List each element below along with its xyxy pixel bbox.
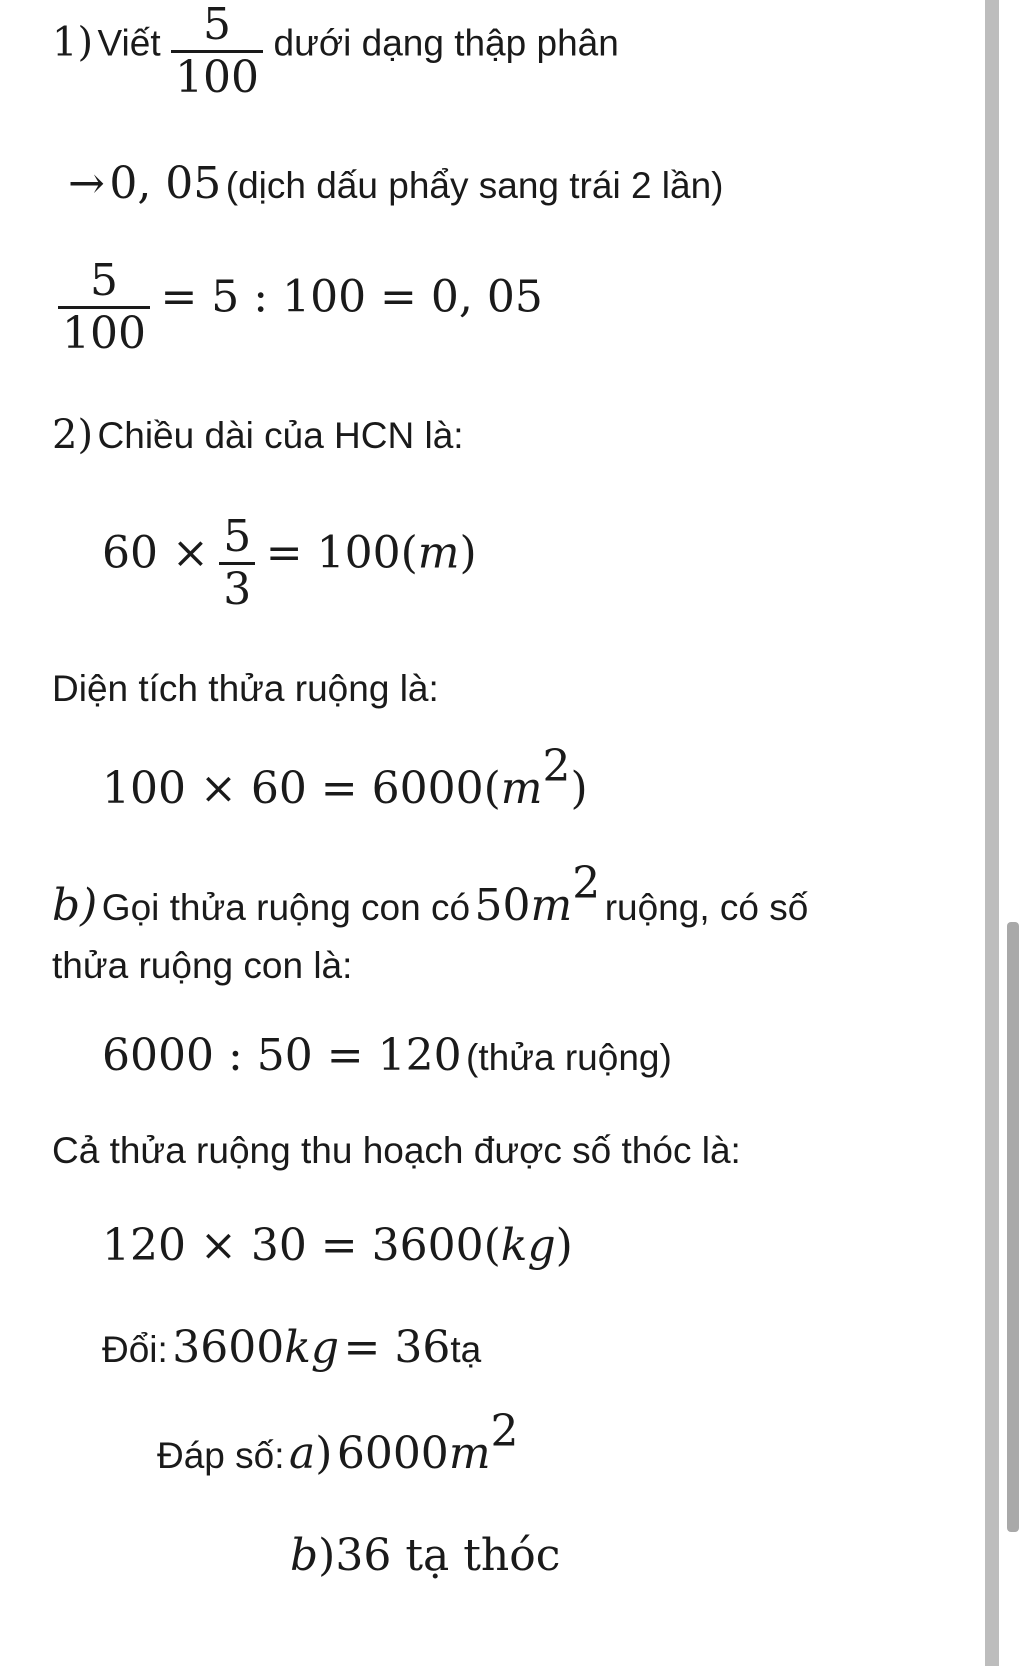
fraction-equation [52,256,543,359]
answer-a-unit: m [448,1428,491,1479]
part-b-line-1 [52,858,809,931]
area-equation [102,741,588,814]
answer-b-letter: b [290,1530,319,1581]
length-multiplicand: 60 × [102,527,209,579]
answer-line-a [157,1406,519,1479]
rice-unit: kg [500,1220,556,1271]
fraction-denominator: 3 [223,564,252,615]
plot-count-expression: 6000 : 50 = 120 [102,1030,462,1081]
answer-b-text: )36 tạ thóc [318,1530,561,1581]
plot-count-equation [102,1030,672,1081]
conversion-value: 3600 [172,1322,285,1373]
fraction-5-over-100-eq [58,256,150,359]
answer-label: Đáp số: [157,1435,285,1476]
part-b-text-cont: ruộng, có số [604,887,809,928]
problem-1-task: dưới dạng thập phân [273,22,619,64]
problem-1-lead: Viết [97,22,161,64]
fraction-5-over-3 [219,512,255,615]
answer-a-value: 6000 [336,1428,449,1479]
plot-size-value: 50 [474,880,531,931]
problem-1-header [52,0,619,103]
area-paren: ) [570,763,588,814]
rice-expression: 120 × 30 = 3600( [102,1220,501,1271]
plot-count-note: (thửa ruộng) [466,1037,672,1078]
answer-a-letter: a [288,1428,316,1479]
area-heading: Diện tích thửa ruộng là: [52,668,439,709]
answer-line-b [290,1530,560,1581]
decimal-result-line [68,158,724,209]
part-b-text-line2: thửa ruộng con là: [52,945,353,986]
problem-2-number: 2) [52,412,94,458]
fraction-denominator: 100 [62,308,146,359]
decimal-value: 0, 05 [109,158,222,209]
part-b-line-2 [52,945,352,987]
arrow-icon: → [68,158,105,209]
length-result: = 100( [265,527,418,579]
conversion-result: = 36 [343,1322,451,1373]
problem-1-number: 1) [52,19,94,66]
area-unit: m [500,763,543,814]
answer-a-paren: ) [315,1428,333,1479]
answer-a-exponent: 2 [490,1406,519,1457]
conversion-result-unit: tạ [450,1329,482,1370]
area-expression: 100 × 60 = 6000( [102,763,501,814]
length-paren: ) [459,527,477,579]
length-heading: Chiều dài của HCN là: [97,415,464,456]
rice-heading: Cả thửa ruộng thu hoạch được số thóc là: [52,1130,741,1171]
plot-size-unit: m [530,880,573,931]
decimal-note: (dịch dấu phẩy sang trái 2 lần) [225,165,724,206]
fraction-numerator: 5 [219,512,255,565]
scrollbar-track[interactable] [985,0,999,1666]
conversion-unit: kg [284,1322,340,1373]
fraction-numerator: 5 [58,256,150,309]
area-heading-line [52,668,439,710]
fraction-numerator: 5 [171,0,263,53]
conversion-label: Đổi: [102,1329,168,1370]
part-b-label: b) [52,880,98,931]
part-b-text: Gọi thửa ruộng con có [101,887,471,928]
conversion-line [102,1322,481,1373]
fraction-denominator: 100 [175,52,260,103]
scrollbar-thumb[interactable] [1007,922,1019,1532]
length-equation [102,512,477,615]
plot-size-exponent: 2 [572,858,601,909]
rice-heading-line [52,1130,741,1172]
fraction-5-over-100 [171,0,263,103]
length-unit: m [417,527,460,579]
division-equation: = 5 : 100 = 0, 05 [160,271,543,323]
rice-paren: ) [555,1220,573,1271]
problem-2-header [52,412,464,458]
area-exponent: 2 [542,741,571,792]
rice-equation [102,1220,573,1271]
